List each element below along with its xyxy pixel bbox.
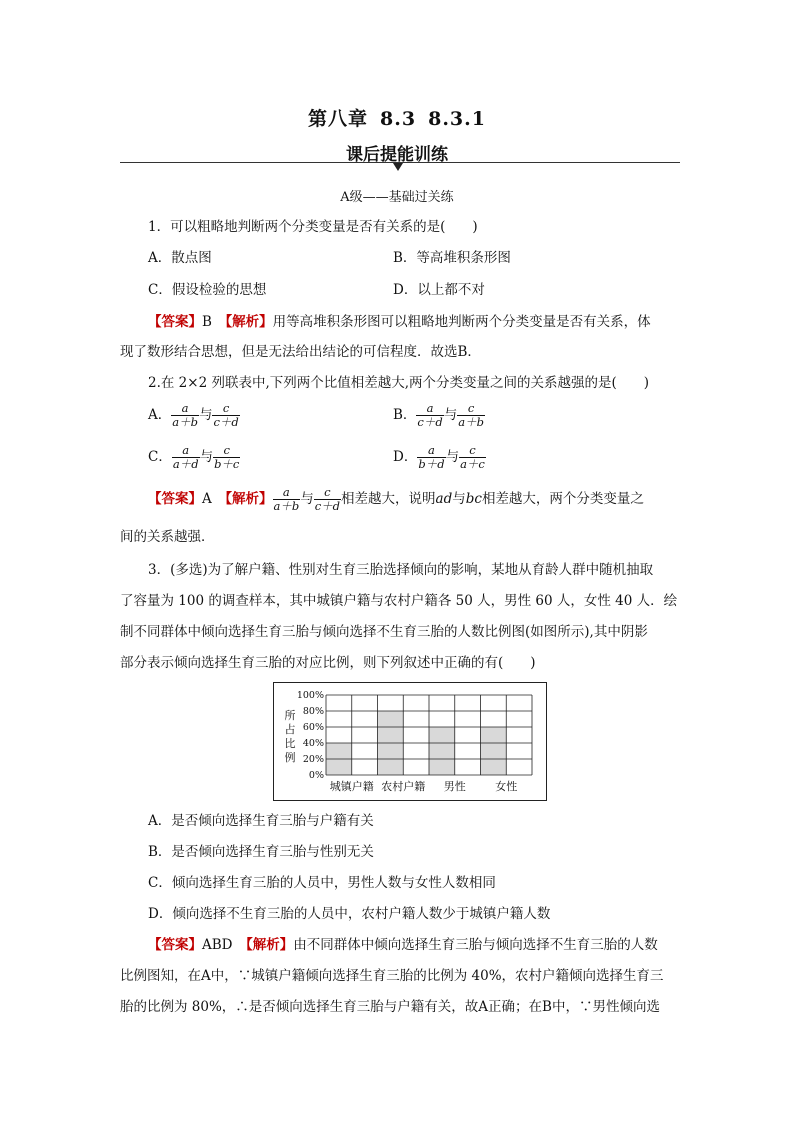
denominator: b＋d	[418, 457, 445, 471]
conjunction: 与	[443, 407, 458, 423]
variable-bc: bc	[465, 491, 482, 507]
q2-option-a	[148, 402, 240, 429]
q3-option-a: A．是否倾向选择生育三胎与户籍有关	[148, 813, 374, 829]
q3-explanation-line2: 比例图知，在A中，∵城镇户籍倾向选择生育三胎的比例为 40%，农村户籍倾向选择生育三	[120, 968, 664, 984]
q2-option-d	[393, 444, 486, 471]
chapter-title	[0, 104, 794, 131]
numerator: c	[469, 443, 476, 457]
x-category-label: 农村户籍	[381, 780, 426, 793]
numerator: a	[426, 401, 434, 415]
q1-explanation-line2: 现了数形结合思想，但是无法给出结论的可信程度．故选B．	[120, 344, 481, 360]
y-tick-label: 60%	[302, 722, 324, 733]
option-label: B．	[393, 407, 417, 423]
numerator: c	[223, 443, 230, 457]
page-subtitle: 课后提能训练	[346, 145, 448, 165]
denominator: c＋d	[314, 499, 341, 513]
denominator: a＋c	[460, 457, 485, 471]
answer-tag: 【答案】	[148, 314, 202, 330]
explanation-tag: 【解析】	[246, 937, 294, 953]
denominator: a＋b	[172, 415, 198, 429]
answer-value: B	[202, 314, 212, 330]
conjunction: 与	[445, 449, 460, 465]
fraction	[457, 402, 485, 429]
q1-option-a: A．散点图	[148, 250, 212, 266]
y-axis-label-char: 例	[284, 751, 296, 764]
conjunction: 与	[198, 407, 213, 423]
q1-option-d: D．以上都不对	[393, 282, 485, 298]
subsection-number: 8.3.1	[428, 108, 486, 130]
fraction	[213, 444, 240, 471]
answer-value: ABD	[202, 937, 233, 953]
q2-answer-line	[148, 486, 644, 513]
explanation-text: 相差越大，两个分类变量之	[481, 491, 644, 507]
chapter-label: 第八章	[308, 108, 369, 130]
q2-option-c	[148, 444, 240, 471]
conjunction: 与	[452, 491, 466, 507]
explanation-text: 相差越大，说明	[341, 491, 436, 507]
numerator: c	[467, 401, 475, 415]
denominator: a＋d	[172, 457, 199, 471]
q3-option-c: C．倾向选择生育三胎的人员中，男性人数与女性人数相同	[148, 875, 496, 891]
y-tick-label: 80%	[302, 706, 324, 717]
conjunction: 与	[300, 491, 314, 507]
numerator: a	[181, 401, 189, 415]
q2-explanation-line2: 间的关系越强．	[120, 529, 215, 545]
option-label: D．	[393, 449, 418, 465]
q1-answer-line	[148, 312, 651, 332]
q2-stem: 2.在 2×2 列联表中,下列两个比值相差越大,两个分类变量之间的关系越强的是( )	[148, 375, 650, 391]
x-category-label: 女性	[495, 780, 518, 793]
x-category-label: 城镇户籍	[329, 780, 374, 793]
bar-3	[429, 727, 455, 775]
bar-4	[481, 727, 507, 775]
fraction	[459, 444, 486, 471]
explanation-text: 用等高堆积条形图可以粗略地判断两个分类变量是否有关系，体	[272, 314, 651, 330]
q3-answer-line	[148, 935, 658, 955]
proportion-chart	[273, 682, 547, 801]
q1-stem: 1．可以粗略地判断两个分类变量是否有关系的是( )	[148, 219, 478, 235]
fraction	[212, 402, 239, 429]
y-tick-label: 20%	[302, 754, 324, 765]
denominator: c＋d	[213, 415, 239, 429]
fraction	[171, 402, 199, 429]
explanation-tag: 【解析】	[225, 491, 273, 507]
option-label: C．	[148, 449, 172, 465]
y-tick-label: 40%	[302, 738, 324, 749]
q1-option-c: C．假设检验的思想	[148, 282, 267, 298]
fraction	[273, 486, 301, 513]
denominator: a＋b	[458, 415, 484, 429]
fraction	[417, 444, 445, 471]
fraction	[172, 444, 200, 471]
q3-option-b: B．是否倾向选择生育三胎与性别无关	[148, 844, 374, 860]
y-axis-label-char: 比	[284, 737, 296, 750]
fraction	[314, 486, 341, 513]
q3-stem-line1: 3．(多选)为了解户籍、性别对生育三胎选择倾向的影响，某地从育龄人群中随机抽取	[148, 562, 654, 578]
numerator: c	[324, 485, 331, 499]
y-tick-label: 0%	[308, 770, 324, 781]
q3-explanation-line3: 胎的比例为 80%，∴是否倾向选择生育三胎与户籍有关，故A正确；在B中，∵男性倾向选	[120, 999, 660, 1015]
q3-stem-line2: 了容量为 100 的调查样本，其中城镇户籍与农村户籍各 50 人，男性 60 人，女性 40 人．绘	[120, 593, 678, 609]
x-category-label: 男性	[443, 780, 466, 793]
numerator: a	[282, 485, 290, 499]
y-axis-label-char: 所	[284, 709, 296, 722]
explanation-tag: 【解析】	[225, 314, 273, 330]
q1-option-b: B．等高堆积条形图	[393, 250, 511, 266]
answer-tag: 【答案】	[148, 491, 202, 507]
q3-stem-line4: 部分表示倾向选择生育三胎的对应比例，则下列叙述中正确的有( )	[120, 655, 536, 671]
y-axis-label-char: 占	[284, 723, 296, 736]
numerator: a	[182, 443, 190, 457]
answer-value: A	[202, 491, 212, 507]
explanation-text: 由不同群体中倾向选择生育三胎与倾向选择不生育三胎的人数	[293, 937, 658, 953]
denominator: c＋d	[417, 415, 443, 429]
q3-option-d: D．倾向选择不生育三胎的人员中，农村户籍人数少于城镇户籍人数	[148, 906, 551, 922]
denominator: a＋b	[273, 499, 300, 513]
answer-tag: 【答案】	[148, 937, 202, 953]
fraction	[416, 402, 443, 429]
level-heading: A级——基础过关练	[340, 190, 454, 205]
section-number: 8.3	[380, 108, 417, 130]
numerator: c	[222, 401, 230, 415]
denominator: b＋c	[214, 457, 240, 471]
q2-option-b	[393, 402, 485, 429]
option-label: A．	[148, 407, 172, 423]
variable-ad: ad	[435, 491, 453, 507]
conjunction: 与	[199, 449, 214, 465]
q3-stem-line3: 制不同群体中倾向选择生育三胎与倾向选择不生育三胎的人数比例图(如图所示),其中阴影	[120, 624, 648, 640]
y-tick-label: 100%	[296, 690, 324, 701]
numerator: a	[428, 443, 435, 457]
chart-canvas	[274, 683, 546, 800]
triangle-marker-icon	[393, 163, 403, 171]
